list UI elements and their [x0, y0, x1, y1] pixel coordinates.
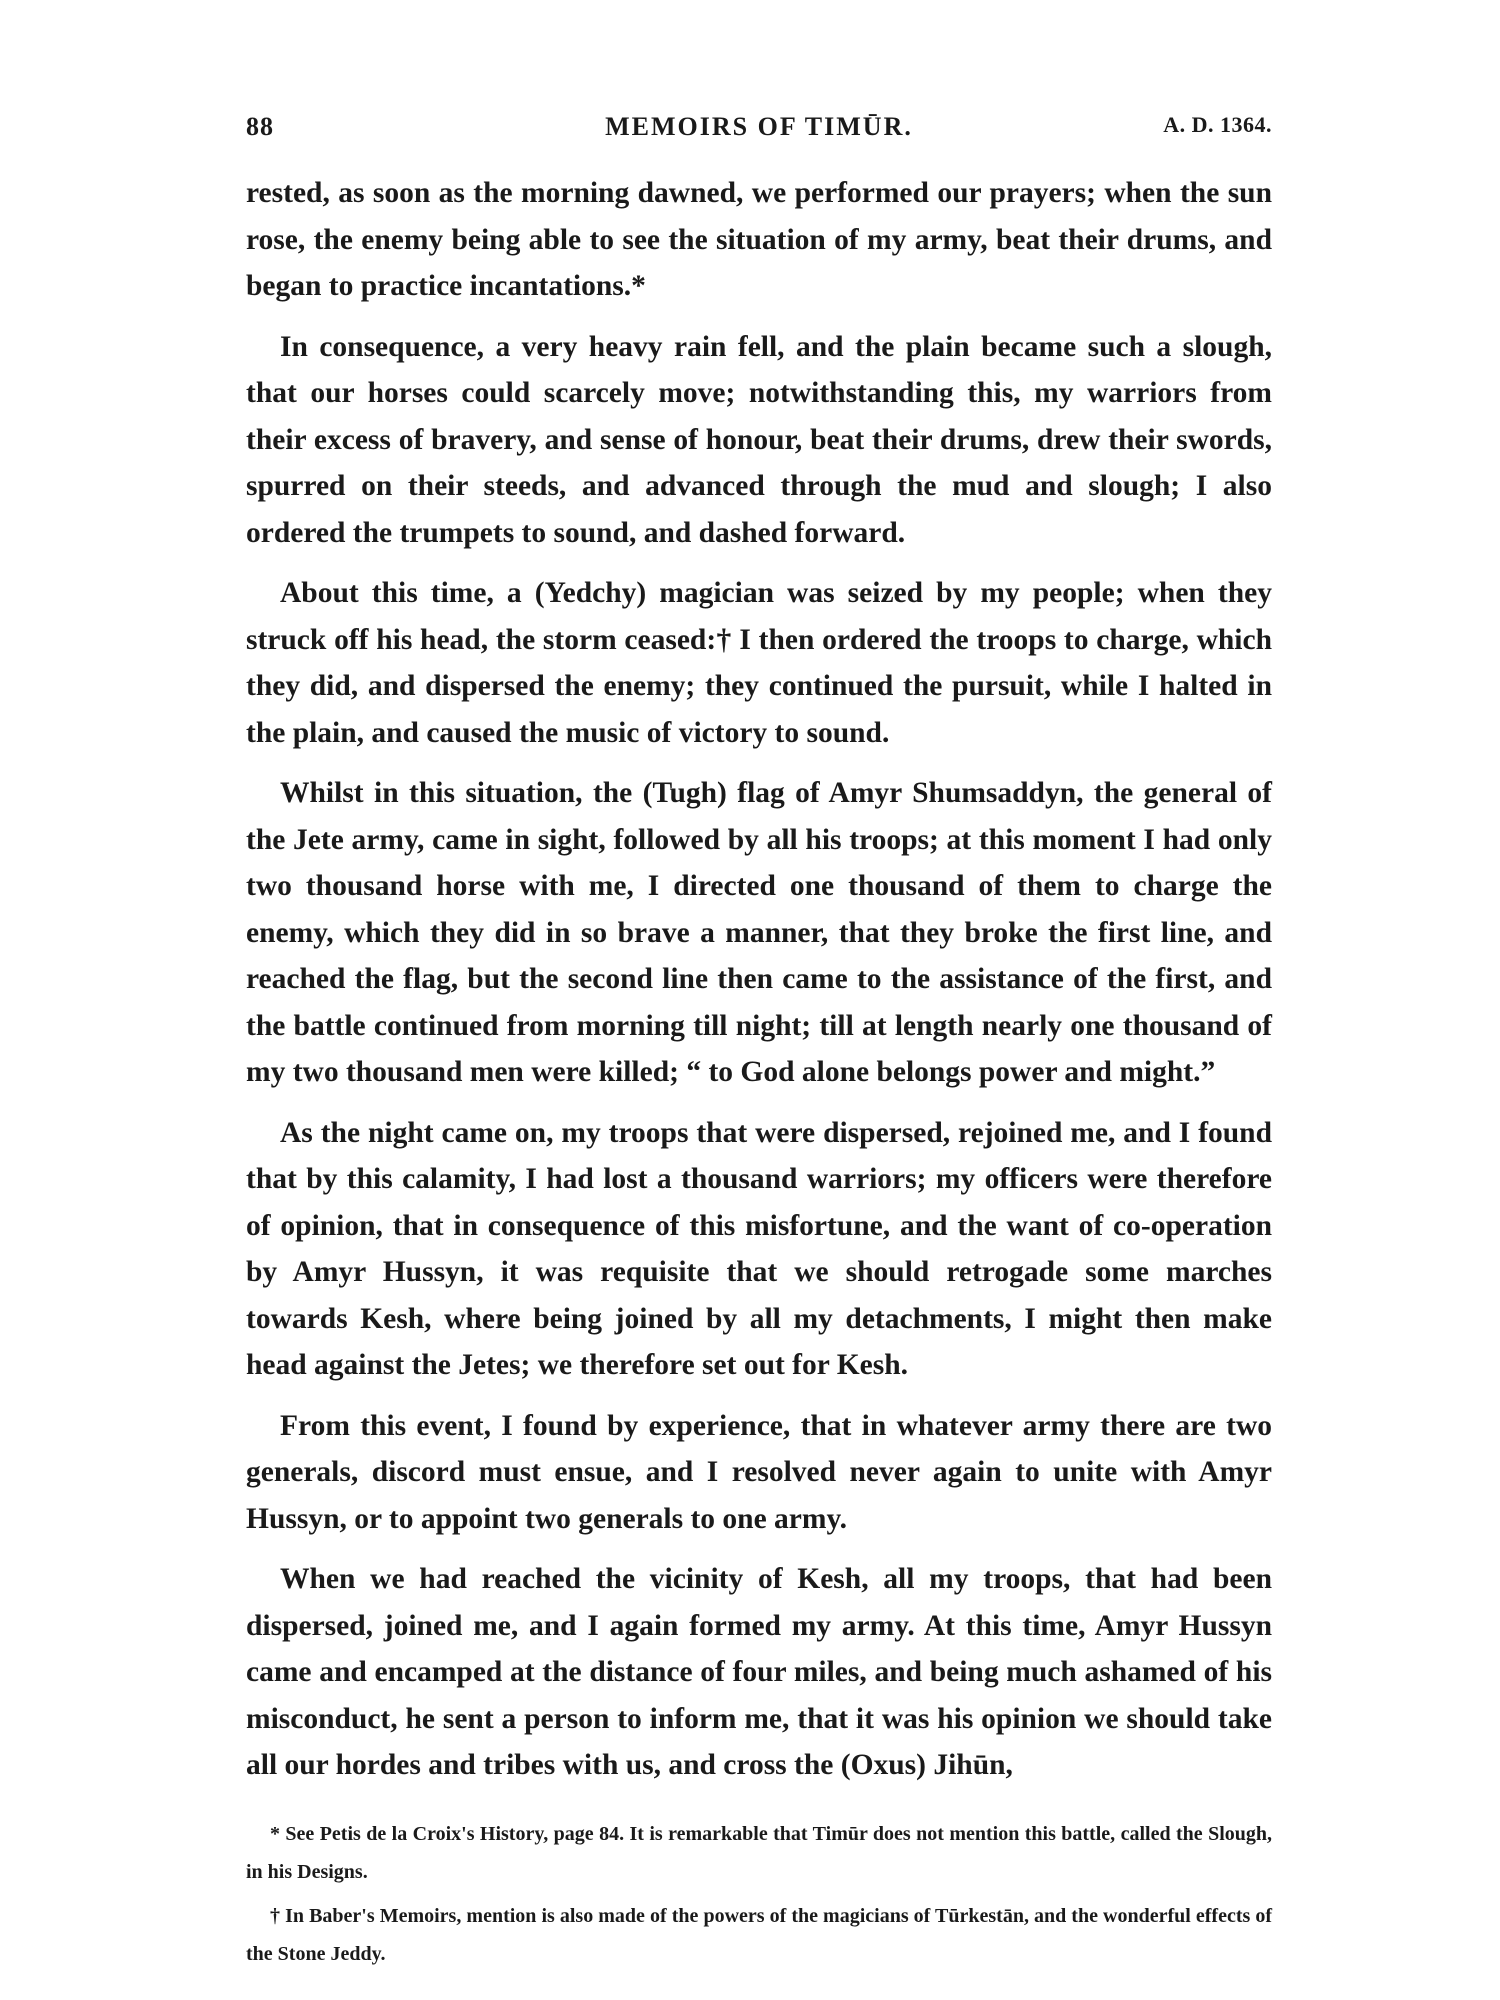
- page-title: MEMOIRS OF TIMŪR.: [605, 112, 913, 141]
- body-text: [246, 170, 1272, 1789]
- footnote-2: † In Baber's Memoirs, mention is also made of the powers of the magicians of Tūrkestān, and the wonderful effects of the Stone Jeddy.: [246, 1904, 1272, 1965]
- paragraph-2: In consequence, a very heavy rain fell, and the plain became such a slough, that our horses could scarcely move; notwithstanding this, my warriors from their excess of bravery, and sense of honour, beat their drums, drew their swords, spurred on their steeds, and advanced through the mud and slough; I also ordered the trumpets to sound, and dashed forward.: [246, 330, 1272, 549]
- footnote-1: * See Petis de la Croix's History, page 84. It is remarkable that Timūr does not mention this battle, called the Slough, in his Designs.: [246, 1822, 1272, 1883]
- paragraph-5: As the night came on, my troops that were dispersed, rejoined me, and I found that by this calamity, I had lost a thousand warriors; my officers were therefore of opinion, that in consequence of this misfortune, and the want of co-operation by Amyr Hussyn, it was requisite that we should retrogade some marches towards Kesh, where being joined by all my detachments, I might then make head against the Jetes; we therefore set out for Kesh.: [246, 1116, 1272, 1381]
- header-date: A. D. 1364.: [1163, 112, 1272, 137]
- paragraph-1: rested, as soon as the morning dawned, we performed our prayers; when the sun rose, the enemy being able to see the situation of my army, beat their drums, and began to practice incantations.*: [246, 177, 1272, 302]
- paragraph-7: When we had reached the vicinity of Kesh, all my troops, that had been dispersed, joined me, and I again formed my army. At this time, Amyr Hussyn came and encamped at the distance of four miles, and being much ashamed of his misconduct, he sent a person to inform me, that it was his opinion we should take all our hordes and tribes with us, and cross the (Oxus) Jihūn,: [246, 1563, 1272, 1781]
- paragraph-4: Whilst in this situation, the (Tugh) flag of Amyr Shumsaddyn, the general of the Jete army, came in sight, followed by all his troops; at this moment I had only two thousand horse with me, I directed one thousand of them to charge the enemy, which they did in so brave a manner, that they broke the first line, and reached the flag, but the second line then came to the assistance of the first, and the battle continued from morning till night; till at length nearly one thousand of my two thousand men were killed; “ to God alone belongs power and might.”: [246, 777, 1272, 1088]
- book-page: [246, 112, 1272, 1979]
- paragraph-6: From this event, I found by experience, that in whatever army there are two generals, discord must ensue, and I resolved never again to unite with Amyr Hussyn, or to appoint two generals to one army.: [246, 1409, 1272, 1535]
- paragraph-3: About this time, a (Yedchy) magician was seized by my people; when they struck off his head, the storm ceased:† I then ordered the troops to charge, which they did, and dispersed the enemy; they continued the pursuit, while I halted in the plain, and caused the music of victory to sound.: [246, 577, 1272, 749]
- running-head: [246, 112, 1272, 156]
- footnotes: [246, 1815, 1272, 1973]
- page-number: 88: [246, 112, 274, 141]
